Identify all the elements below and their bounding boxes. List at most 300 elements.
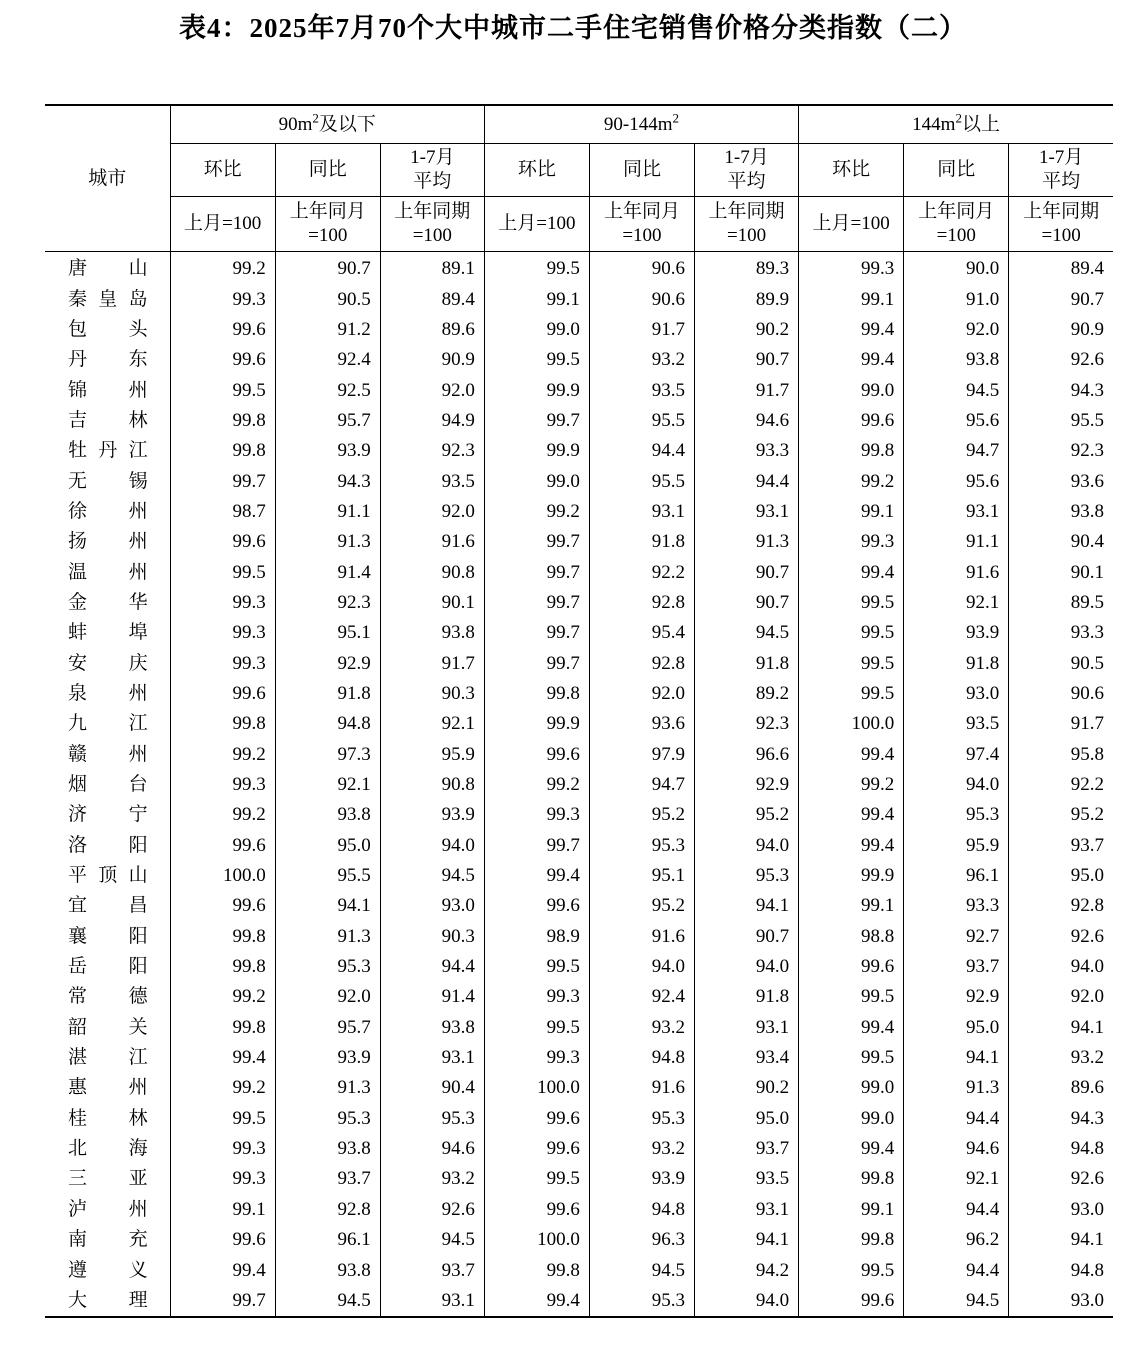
table-row xyxy=(45,891,1113,921)
value-cell: 99.6 xyxy=(799,952,904,982)
value-cell: 99.6 xyxy=(484,1195,589,1225)
value-cell: 99.2 xyxy=(170,252,275,285)
value-cell: 93.3 xyxy=(695,436,799,466)
value-cell: 94.9 xyxy=(380,406,484,436)
value-cell: 92.0 xyxy=(275,982,380,1012)
city-cell: 桂林 xyxy=(68,1107,148,1129)
value-cell: 93.0 xyxy=(1009,1195,1113,1225)
value-cell: 98.9 xyxy=(484,922,589,952)
city-cell: 烟台 xyxy=(68,774,148,796)
value-cell: 99.2 xyxy=(484,770,589,800)
value-cell: 92.7 xyxy=(904,922,1009,952)
value-cell: 90.7 xyxy=(695,557,799,587)
value-cell: 93.7 xyxy=(380,1255,484,1285)
value-cell: 92.2 xyxy=(1009,770,1113,800)
value-cell: 92.3 xyxy=(695,709,799,739)
value-cell: 95.6 xyxy=(904,406,1009,436)
value-cell: 93.7 xyxy=(275,1164,380,1194)
value-cell: 99.9 xyxy=(484,375,589,405)
value-cell: 89.9 xyxy=(695,284,799,314)
value-cell: 99.7 xyxy=(170,1286,275,1317)
table-row xyxy=(45,922,1113,952)
value-cell: 99.5 xyxy=(170,1104,275,1134)
value-cell: 91.6 xyxy=(380,527,484,557)
value-cell: 90.7 xyxy=(695,922,799,952)
city-cell: 丹东 xyxy=(68,349,148,371)
value-cell: 92.0 xyxy=(380,497,484,527)
value-cell: 92.0 xyxy=(380,375,484,405)
value-cell: 93.0 xyxy=(904,679,1009,709)
group-header-large: $144m^2$以上 xyxy=(799,105,1113,144)
value-cell: 95.7 xyxy=(275,1013,380,1043)
value-cell: 94.6 xyxy=(695,406,799,436)
value-cell: 93.7 xyxy=(904,952,1009,982)
value-cell: 93.8 xyxy=(275,1255,380,1285)
value-cell: 92.1 xyxy=(904,588,1009,618)
value-cell: 93.1 xyxy=(695,1013,799,1043)
value-cell: 90.5 xyxy=(1009,648,1113,678)
table-row xyxy=(45,1255,1113,1285)
group-header-small: $90m^2$及以下 xyxy=(170,105,484,144)
value-cell: 94.3 xyxy=(1009,375,1113,405)
value-cell: 91.3 xyxy=(904,1073,1009,1103)
avg-base-line1: 上年同期 xyxy=(394,201,471,222)
price-index-table xyxy=(45,104,1113,1318)
value-cell: 95.9 xyxy=(904,831,1009,861)
value-cell: 89.6 xyxy=(1009,1073,1113,1103)
avg-header-line1: 1-7月 xyxy=(724,147,769,168)
value-cell: 100.0 xyxy=(484,1073,589,1103)
value-cell: 99.5 xyxy=(484,952,589,982)
mom-header: 环比 xyxy=(484,144,589,197)
value-cell: 99.8 xyxy=(484,679,589,709)
table-row xyxy=(45,770,1113,800)
value-cell: 94.2 xyxy=(695,1255,799,1285)
value-cell: 91.2 xyxy=(275,315,380,345)
avg-base-header xyxy=(695,197,799,252)
value-cell: 99.2 xyxy=(170,982,275,1012)
value-cell: 99.1 xyxy=(799,284,904,314)
table-row xyxy=(45,982,1113,1012)
table-row xyxy=(45,740,1113,770)
table-row xyxy=(45,588,1113,618)
value-cell: 91.0 xyxy=(904,284,1009,314)
city-cell: 南充 xyxy=(68,1229,148,1251)
value-cell: 93.3 xyxy=(904,891,1009,921)
value-cell: 95.3 xyxy=(589,831,694,861)
avg-header-line2: 平均 xyxy=(727,171,766,192)
value-cell: 93.4 xyxy=(695,1043,799,1073)
value-cell: 94.0 xyxy=(589,952,694,982)
yoy-header: 同比 xyxy=(589,144,694,197)
value-cell: 99.4 xyxy=(799,800,904,830)
value-cell: 92.6 xyxy=(1009,1164,1113,1194)
table-row xyxy=(45,1195,1113,1225)
value-cell: 99.2 xyxy=(170,800,275,830)
yoy-base-line1: 上年同月 xyxy=(289,201,366,222)
avg-header-line1: 1-7月 xyxy=(410,147,455,168)
value-cell: 95.5 xyxy=(589,406,694,436)
value-cell: 99.2 xyxy=(799,770,904,800)
value-cell: 95.5 xyxy=(275,861,380,891)
value-cell: 99.6 xyxy=(799,1286,904,1317)
value-cell: 94.6 xyxy=(904,1134,1009,1164)
value-cell: 99.3 xyxy=(170,648,275,678)
value-cell: 99.6 xyxy=(484,1134,589,1164)
value-cell: 99.0 xyxy=(484,466,589,496)
value-cell: 93.9 xyxy=(904,618,1009,648)
value-cell: 94.1 xyxy=(275,891,380,921)
value-cell: 92.1 xyxy=(380,709,484,739)
value-cell: 94.1 xyxy=(1009,1013,1113,1043)
value-cell: 91.3 xyxy=(275,527,380,557)
avg-base-header xyxy=(380,197,484,252)
yoy-base-line1: 上年同月 xyxy=(603,201,680,222)
value-cell: 95.3 xyxy=(275,952,380,982)
mom-base-header: 上月=100 xyxy=(170,197,275,252)
city-cell: 泉州 xyxy=(68,682,148,704)
value-cell: 99.8 xyxy=(799,436,904,466)
value-cell: 93.1 xyxy=(695,1195,799,1225)
value-cell: 99.6 xyxy=(170,679,275,709)
value-cell: 94.8 xyxy=(275,709,380,739)
value-cell: 99.1 xyxy=(799,497,904,527)
value-cell: 99.4 xyxy=(799,557,904,587)
value-cell: 95.3 xyxy=(904,800,1009,830)
avg-base-line1: 上年同期 xyxy=(1023,201,1100,222)
value-cell: 99.8 xyxy=(170,436,275,466)
value-cell: 99.4 xyxy=(799,345,904,375)
value-cell: 89.3 xyxy=(695,252,799,285)
city-cell: 秦皇岛 xyxy=(68,288,148,310)
avg-header-line1: 1-7月 xyxy=(1038,147,1084,168)
value-cell: 99.3 xyxy=(170,588,275,618)
city-cell: 扬州 xyxy=(68,531,148,553)
value-cell: 99.3 xyxy=(799,527,904,557)
value-cell: 90.9 xyxy=(1009,315,1113,345)
value-cell: 94.5 xyxy=(380,1225,484,1255)
city-cell: 北海 xyxy=(68,1138,148,1160)
value-cell: 99.6 xyxy=(170,315,275,345)
table-row xyxy=(45,345,1113,375)
table-row xyxy=(45,252,1113,285)
value-cell: 99.1 xyxy=(799,1195,904,1225)
table-title: 表4：2025年7月70个大中城市二手住宅销售价格分类指数（二） xyxy=(179,13,967,43)
value-cell: 94.0 xyxy=(380,831,484,861)
table-row xyxy=(45,497,1113,527)
value-cell: 94.1 xyxy=(904,1043,1009,1073)
value-cell: 94.1 xyxy=(1009,1225,1113,1255)
value-cell: 95.6 xyxy=(904,466,1009,496)
value-cell: 99.6 xyxy=(170,1225,275,1255)
table-row xyxy=(45,466,1113,496)
value-cell: 95.1 xyxy=(275,618,380,648)
value-cell: 89.1 xyxy=(380,252,484,285)
value-cell: 100.0 xyxy=(799,709,904,739)
value-cell: 96.2 xyxy=(904,1225,1009,1255)
value-cell: 96.1 xyxy=(275,1225,380,1255)
avg-header xyxy=(695,144,799,197)
yoy-base-header xyxy=(904,197,1009,252)
value-cell: 93.8 xyxy=(1009,497,1113,527)
value-cell: 94.5 xyxy=(275,1286,380,1317)
value-cell: 92.4 xyxy=(275,345,380,375)
value-cell: 94.0 xyxy=(1009,952,1113,982)
city-cell: 蚌埠 xyxy=(68,622,148,644)
value-cell: 91.7 xyxy=(380,648,484,678)
avg-base-line2: =100 xyxy=(726,225,767,246)
value-cell: 93.1 xyxy=(695,497,799,527)
table-row xyxy=(45,800,1113,830)
value-cell: 94.8 xyxy=(589,1043,694,1073)
value-cell: 99.3 xyxy=(170,770,275,800)
value-cell: 99.8 xyxy=(170,952,275,982)
table-row xyxy=(45,679,1113,709)
value-cell: 93.5 xyxy=(589,375,694,405)
value-cell: 94.3 xyxy=(275,466,380,496)
yoy-base-header xyxy=(275,197,380,252)
value-cell: 89.2 xyxy=(695,679,799,709)
value-cell: 92.9 xyxy=(275,648,380,678)
avg-header xyxy=(1009,144,1113,197)
value-cell: 90.3 xyxy=(380,679,484,709)
value-cell: 94.7 xyxy=(589,770,694,800)
city-cell: 锦州 xyxy=(68,379,148,401)
value-cell: 99.7 xyxy=(484,618,589,648)
value-cell: 92.4 xyxy=(589,982,694,1012)
value-cell: 94.4 xyxy=(904,1255,1009,1285)
value-cell: 94.4 xyxy=(904,1195,1009,1225)
value-cell: 94.3 xyxy=(1009,1104,1113,1134)
table-row xyxy=(45,406,1113,436)
value-cell: 99.8 xyxy=(799,1164,904,1194)
value-cell: 98.8 xyxy=(799,922,904,952)
value-cell: 92.0 xyxy=(1009,982,1113,1012)
value-cell: 99.1 xyxy=(170,1195,275,1225)
city-column-header: 城市 xyxy=(45,105,170,252)
value-cell: 99.9 xyxy=(484,436,589,466)
value-cell: 90.1 xyxy=(380,588,484,618)
value-cell: 92.3 xyxy=(380,436,484,466)
table-row xyxy=(45,1104,1113,1134)
value-cell: 99.4 xyxy=(799,740,904,770)
value-cell: 96.3 xyxy=(589,1225,694,1255)
value-cell: 89.5 xyxy=(1009,588,1113,618)
table-row xyxy=(45,1164,1113,1194)
value-cell: 94.0 xyxy=(904,770,1009,800)
city-cell: 安庆 xyxy=(68,652,148,674)
value-cell: 99.5 xyxy=(799,1043,904,1073)
value-cell: 93.3 xyxy=(1009,618,1113,648)
avg-header-line2: 平均 xyxy=(1042,171,1081,192)
value-cell: 98.7 xyxy=(170,497,275,527)
value-cell: 94.5 xyxy=(904,1286,1009,1317)
value-cell: 92.6 xyxy=(380,1195,484,1225)
value-cell: 99.3 xyxy=(484,982,589,1012)
value-cell: 92.6 xyxy=(1009,922,1113,952)
value-cell: 93.8 xyxy=(275,1134,380,1164)
value-cell: 99.8 xyxy=(170,406,275,436)
value-cell: 94.5 xyxy=(695,618,799,648)
table-row xyxy=(45,831,1113,861)
value-cell: 99.1 xyxy=(799,891,904,921)
table-row xyxy=(45,952,1113,982)
value-cell: 99.7 xyxy=(484,648,589,678)
value-cell: 95.1 xyxy=(589,861,694,891)
yoy-header: 同比 xyxy=(904,144,1009,197)
value-cell: 94.0 xyxy=(695,952,799,982)
mom-base-header: 上月=100 xyxy=(484,197,589,252)
value-cell: 91.6 xyxy=(589,922,694,952)
value-cell: 99.8 xyxy=(799,1225,904,1255)
value-cell: 90.8 xyxy=(380,770,484,800)
value-cell: 94.1 xyxy=(695,891,799,921)
avg-header-line2: 平均 xyxy=(413,171,452,192)
value-cell: 99.5 xyxy=(484,345,589,375)
value-cell: 90.8 xyxy=(380,557,484,587)
value-cell: 99.8 xyxy=(484,1255,589,1285)
value-cell: 93.8 xyxy=(380,618,484,648)
value-cell: 94.5 xyxy=(589,1255,694,1285)
city-cell: 无锡 xyxy=(68,470,148,492)
value-cell: 94.5 xyxy=(904,375,1009,405)
value-cell: 93.9 xyxy=(589,1164,694,1194)
value-cell: 90.0 xyxy=(904,252,1009,285)
value-cell: 89.4 xyxy=(380,284,484,314)
value-cell: 90.2 xyxy=(695,315,799,345)
value-cell: 94.4 xyxy=(380,952,484,982)
value-cell: 99.6 xyxy=(170,891,275,921)
city-cell: 赣州 xyxy=(68,743,148,765)
value-cell: 91.8 xyxy=(275,679,380,709)
value-cell: 99.4 xyxy=(484,1286,589,1317)
value-cell: 99.0 xyxy=(799,1104,904,1134)
value-cell: 99.3 xyxy=(170,1164,275,1194)
value-cell: 94.8 xyxy=(589,1195,694,1225)
value-cell: 99.3 xyxy=(484,800,589,830)
value-cell: 95.4 xyxy=(589,618,694,648)
value-cell: 91.1 xyxy=(904,527,1009,557)
yoy-base-line2: =100 xyxy=(936,225,976,246)
group-header-medium: $90-144m^2$ xyxy=(484,105,798,144)
city-cell: 金华 xyxy=(68,591,148,613)
value-cell: 92.2 xyxy=(589,557,694,587)
value-cell: 90.6 xyxy=(589,252,694,285)
value-cell: 95.0 xyxy=(1009,861,1113,891)
value-cell: 95.3 xyxy=(275,1104,380,1134)
table-row xyxy=(45,1134,1113,1164)
value-cell: 99.4 xyxy=(799,315,904,345)
value-cell: 92.3 xyxy=(1009,436,1113,466)
value-cell: 94.4 xyxy=(695,466,799,496)
value-cell: 99.1 xyxy=(484,284,589,314)
value-cell: 94.7 xyxy=(904,436,1009,466)
value-cell: 95.5 xyxy=(1009,406,1113,436)
table-row xyxy=(45,1225,1113,1255)
value-cell: 93.1 xyxy=(380,1043,484,1073)
value-cell: 90.1 xyxy=(1009,557,1113,587)
value-cell: 93.9 xyxy=(275,436,380,466)
value-cell: 93.8 xyxy=(904,345,1009,375)
city-cell: 三亚 xyxy=(68,1168,148,1190)
value-cell: 93.1 xyxy=(380,1286,484,1317)
value-cell: 93.2 xyxy=(380,1164,484,1194)
yoy-base-header xyxy=(589,197,694,252)
value-cell: 92.9 xyxy=(695,770,799,800)
city-cell: 洛阳 xyxy=(68,834,148,856)
city-cell: 宜昌 xyxy=(68,895,148,917)
value-cell: 90.4 xyxy=(1009,527,1113,557)
city-cell: 徐州 xyxy=(68,500,148,522)
city-cell: 济宁 xyxy=(68,804,148,826)
value-cell: 99.5 xyxy=(170,557,275,587)
value-cell: 94.8 xyxy=(1009,1134,1113,1164)
value-cell: 93.1 xyxy=(904,497,1009,527)
city-cell: 平顶山 xyxy=(68,865,148,887)
table-row xyxy=(45,375,1113,405)
value-cell: 97.4 xyxy=(904,740,1009,770)
table-row xyxy=(45,315,1113,345)
city-cell: 岳阳 xyxy=(68,956,148,978)
value-cell: 90.9 xyxy=(380,345,484,375)
value-cell: 99.7 xyxy=(170,466,275,496)
avg-base-line1: 上年同期 xyxy=(708,201,785,222)
value-cell: 93.1 xyxy=(589,497,694,527)
value-cell: 99.5 xyxy=(799,588,904,618)
city-cell: 吉林 xyxy=(68,409,148,431)
value-cell: 94.1 xyxy=(695,1225,799,1255)
value-cell: 99.4 xyxy=(799,1013,904,1043)
value-cell: 99.6 xyxy=(170,527,275,557)
city-cell: 牡丹江 xyxy=(68,440,148,462)
value-cell: 99.4 xyxy=(799,831,904,861)
value-cell: 94.5 xyxy=(380,861,484,891)
value-cell: 99.0 xyxy=(799,1073,904,1103)
value-cell: 90.7 xyxy=(695,345,799,375)
value-cell: 94.4 xyxy=(589,436,694,466)
value-cell: 94.6 xyxy=(380,1134,484,1164)
value-cell: 95.0 xyxy=(695,1104,799,1134)
value-cell: 90.2 xyxy=(695,1073,799,1103)
value-cell: 99.3 xyxy=(799,252,904,285)
value-cell: 93.9 xyxy=(380,800,484,830)
value-cell: 91.3 xyxy=(695,527,799,557)
city-cell: 九江 xyxy=(68,713,148,735)
value-cell: 90.5 xyxy=(275,284,380,314)
city-cell: 惠州 xyxy=(68,1077,148,1099)
value-cell: 89.6 xyxy=(380,315,484,345)
value-cell: 93.2 xyxy=(589,345,694,375)
value-cell: 95.3 xyxy=(589,1104,694,1134)
city-cell: 遵义 xyxy=(68,1259,148,1281)
value-cell: 93.7 xyxy=(1009,831,1113,861)
value-cell: 99.5 xyxy=(799,982,904,1012)
value-cell: 95.2 xyxy=(589,800,694,830)
value-cell: 95.2 xyxy=(1009,800,1113,830)
value-cell: 93.0 xyxy=(1009,1286,1113,1317)
value-cell: 93.5 xyxy=(904,709,1009,739)
value-cell: 92.9 xyxy=(904,982,1009,1012)
value-cell: 99.3 xyxy=(170,1134,275,1164)
value-cell: 91.6 xyxy=(589,1073,694,1103)
value-cell: 91.6 xyxy=(904,557,1009,587)
value-cell: 99.7 xyxy=(484,406,589,436)
value-cell: 99.7 xyxy=(484,557,589,587)
value-cell: 93.9 xyxy=(275,1043,380,1073)
city-cell: 襄阳 xyxy=(68,925,148,947)
value-cell: 95.2 xyxy=(589,891,694,921)
value-cell: 99.3 xyxy=(170,618,275,648)
